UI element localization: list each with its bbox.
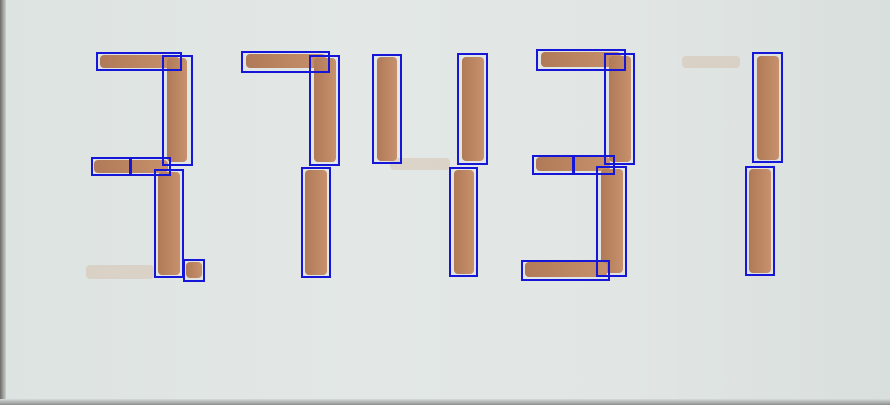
detection-box — [162, 55, 193, 166]
board-edge-left — [0, 0, 6, 405]
inactive-segment — [682, 56, 740, 68]
detection-box — [91, 157, 131, 176]
detection-box — [745, 166, 775, 276]
detection-box — [183, 259, 205, 282]
board-edge-bottom — [0, 399, 890, 405]
inactive-segment — [86, 265, 154, 279]
detection-box — [532, 155, 574, 175]
detection-box — [449, 167, 478, 277]
detection-box — [752, 52, 783, 163]
detection-box — [521, 260, 610, 281]
detection-box — [457, 53, 488, 165]
detection-box — [301, 167, 331, 278]
detection-box — [154, 169, 184, 278]
detection-box — [604, 53, 635, 165]
detection-box — [372, 54, 402, 164]
detection-box — [309, 55, 340, 166]
